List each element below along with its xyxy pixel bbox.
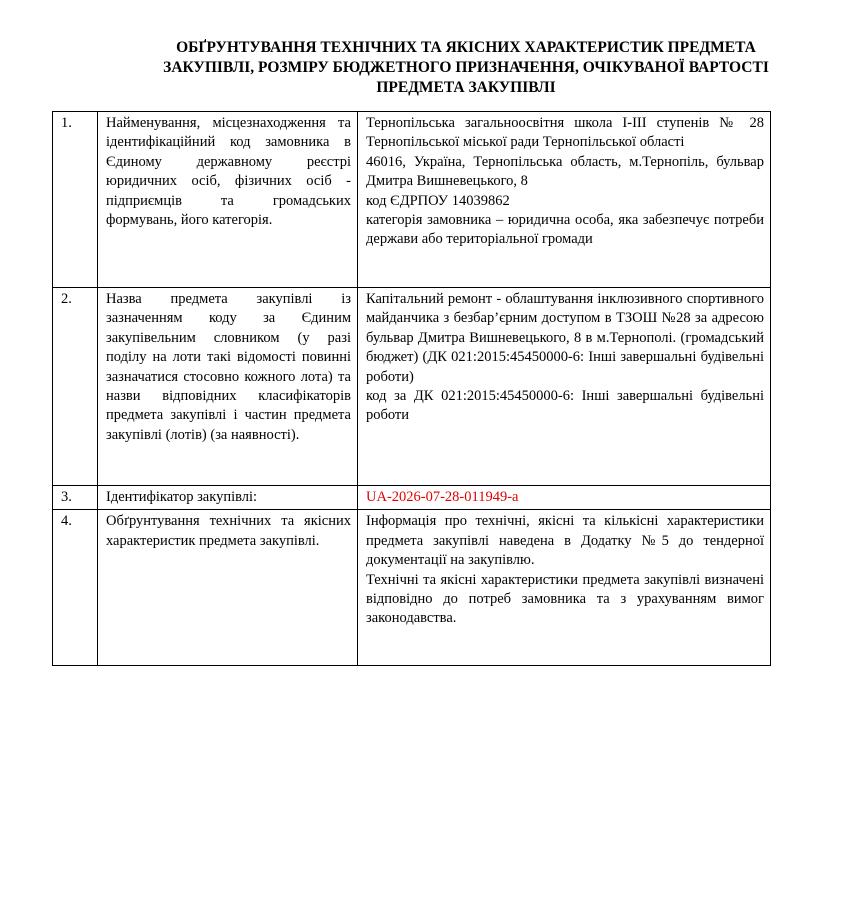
row-label: Ідентифікатор закупівлі:	[98, 486, 358, 510]
justification-paragraph-2: Технічні та якісні характеристики предмета закупівлі визначені відповідно до потреб замовника та з урахуванням вимог законодавства.	[366, 571, 764, 627]
table-row	[53, 112, 771, 288]
title-line-3: ПРЕДМЕТА ЗАКУПІВЛІ	[376, 79, 556, 96]
row-label: Назва предмета закупівлі із зазначенням коду за Єдиним закупівельним словником (у разі поділу на лоти такі відомості повинні зазначатися стосовно кожного лота) та назви відповідних класифікаторів предмета закупівлі і частин предмета закупівлі (лотів) (за наявності).	[98, 288, 358, 486]
title-line-1: ОБҐРУНТУВАННЯ ТЕХНІЧНИХ ТА ЯКІСНИХ ХАРАКТЕРИСТИК ПРЕДМЕТА	[176, 39, 756, 56]
customer-code: код ЄДРПОУ 14039862	[366, 192, 510, 209]
procurement-subject: Капітальний ремонт - облаштування інклюзивного спортивного майданчика з безбар’єрним доступом в ТЗОШ №28 за адресою бульвар Дмитра Вишневецького, 8 в м.Тернополі. (громадський бюджет) (ДК 021:2015:45450000-6: Інші завершальні будівельні роботи)	[366, 291, 764, 385]
row-number: 2.	[53, 288, 98, 486]
customer-address: 46016, Україна, Тернопільська область, м.Тернопіль, бульвар Дмитра Вишневецького, 8	[366, 153, 764, 190]
customer-category: категорія замовника – юридична особа, яка забезпечує потреби держави або територіальної громади	[366, 212, 764, 248]
row-number: 1.	[53, 112, 98, 288]
justification-table	[52, 111, 771, 666]
row-label: Обґрунтування технічних та якісних характеристик предмета закупівлі.	[98, 510, 358, 666]
table-row	[53, 510, 771, 666]
procurement-id: UA-2026-07-28-011949-a	[366, 489, 519, 505]
document-title	[110, 38, 822, 98]
row-value	[358, 112, 771, 288]
row-number: 4.	[53, 510, 98, 666]
table-row	[53, 486, 771, 510]
justification-paragraph-1: Інформація про технічні, якісні та кількісні характеристики предмета закупівлі наведена в Додатку №5 до тендерної документації на закупівлю.	[366, 513, 764, 569]
row-number: 3.	[53, 486, 98, 510]
table-row	[53, 288, 771, 486]
row-value	[358, 510, 771, 666]
customer-name: Тернопільська загальноосвітня школа І-ІІІ ступенів № 28 Тернопільської міської ради Тернопільської області	[366, 115, 764, 151]
row-label: Найменування, місцезнаходження та ідентифікаційний код замовника в Єдиному державному реєстрі юридичних осіб, фізичних осіб - підприємців та громадських формувань, його категорія.	[98, 112, 358, 288]
row-value	[358, 288, 771, 486]
row-value	[358, 486, 771, 510]
procurement-code: код за ДК 021:2015:45450000-6: Інші завершальні будівельні роботи	[366, 388, 764, 424]
title-line-2: ЗАКУПІВЛІ, РОЗМІРУ БЮДЖЕТНОГО ПРИЗНАЧЕННЯ, ОЧІКУВАНОЇ ВАРТОСТІ	[163, 59, 769, 76]
